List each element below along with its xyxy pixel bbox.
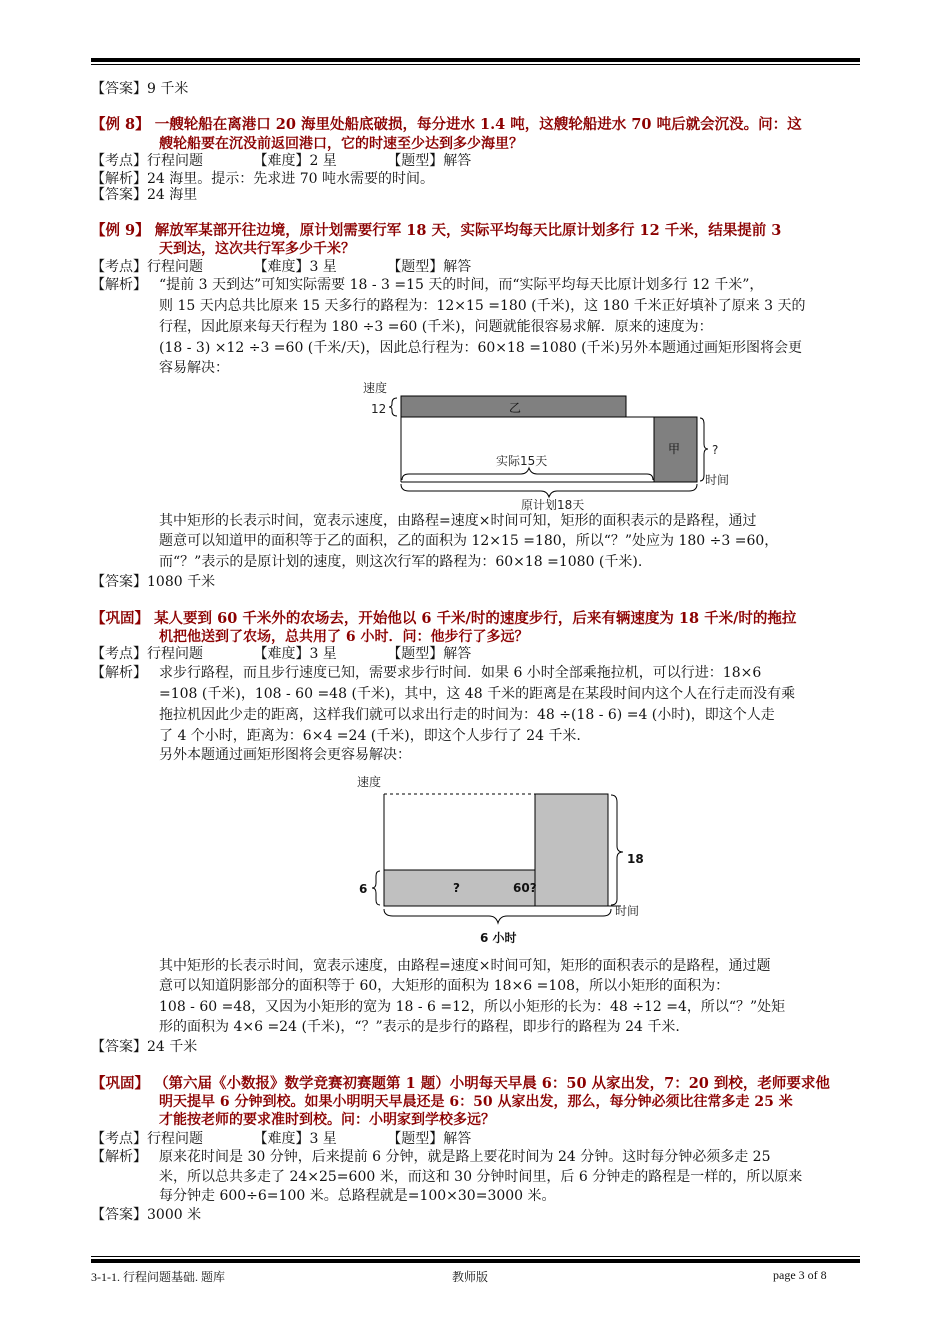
gg2-answer: 【答案】3000 米 (91, 1207, 202, 1223)
ex9-rectangle-diagram (361, 378, 730, 518)
footer-page-number: page 3 of 8 (773, 1268, 827, 1282)
diagram1-brace-actual (402, 468, 653, 480)
gg1-analysis-line: 另外本题通过画矩形图将会更容易解决： (159, 747, 411, 763)
gg1-after-line: 其中矩形的长表示时间，宽表示速度，由路程=速度×时间可知，矩形的面积表示的是路程，通过题 (159, 958, 771, 974)
diagram2-q1: ? (453, 881, 460, 895)
gg1-analysis-line: =108 (千米)，108 - 60 =48 (千米)，其中，这 48 千米的距离是在某段时间内这个人在行走而没有乘 (159, 686, 796, 702)
diagram1-actual-label: 实际15天 (496, 454, 548, 468)
gg1-analysis-line: 拖拉机因此少走的距离，这样我们就可以求出行走的时间为：48 ÷(18 - 6) =4 (小时)，即这个人走 (159, 707, 775, 723)
ex8-tag: 【例 8】 (91, 116, 150, 133)
ex9-answer: 【答案】1080 千米 (91, 574, 216, 590)
gg2-tag: 【巩固】 (91, 1075, 149, 1092)
ex9-question-l2: 天到达，这次共行军多少千米？ (159, 241, 355, 257)
diagram2-brace-18 (611, 795, 623, 905)
ex9-analysis-line: 则 15 天内总共比原来 15 天多行的路程为：12×15 =180 (千米)，这 180 千米正好填补了原来 3 天的 (159, 298, 806, 314)
gg1-rectangle-diagram (353, 770, 683, 955)
diagram1-label-yi: 乙 (509, 401, 522, 415)
ex9-question (91, 222, 781, 240)
diagram2-q2: 60? (513, 881, 537, 895)
gg1-question-l2: 机把他送到了农场，总共用了 6 小时．问：他步行了多远？ (159, 629, 529, 645)
ex9-analysis-line: “提前 3 天到达”可知实际需要 18 - 3 =15 天的时间，而“实际平均每天比原计划多行 12 千米”， (159, 277, 764, 293)
footer-center: 教师版 (452, 1270, 489, 1284)
diagram2-brace-hours (384, 909, 611, 923)
gg1-tag: 【巩固】 (91, 610, 149, 627)
gg1-meta: 【考点】行程问题 【难度】3 星 【题型】解答 (91, 646, 472, 662)
diagram1-time-label: 时间 (705, 473, 730, 487)
ex8-question-l2: 艘轮船要在沉没前返回港口，它的时速至少达到多少海里？ (159, 136, 523, 152)
footer-rule (91, 1259, 860, 1263)
header-rule (91, 58, 860, 62)
gg2-question (91, 1075, 830, 1093)
ex9-analysis-line: 行程，因此原来每天行程为 180 ÷3 =60 (千米)，问题就能很容易求解．原来的速度为： (159, 319, 713, 335)
diagram1-question: ? (712, 443, 719, 457)
ex8-meta: 【考点】行程问题 【难度】2 星 【题型】解答 (91, 153, 472, 169)
ex9-after-line: 题意可以知道甲的面积等于乙的面积，乙的面积为 12×15 =180，所以“？”处应为 180 ÷3 =60， (159, 533, 779, 549)
diagram1-label-jia: 甲 (668, 442, 681, 456)
ex9-analysis-line: 容易解决： (159, 360, 229, 376)
gg1-after-line: 108 - 60 =48，又因为小矩形的宽为 18 - 6 =12，所以小矩形的长为：48 ÷12 =4，所以“？”处矩 (159, 999, 786, 1015)
diagram2-speed-label: 速度 (357, 775, 382, 789)
ex9-tag: 【例 9】 (91, 222, 150, 239)
diagram1-planned-label: 原计划18天 (521, 498, 585, 512)
gg2-question-l3: 才能按老师的要求准时到校。问：小明家到学校多远？ (159, 1112, 495, 1128)
ex9-question-l1: 解放军某部开往边境，原计划需要行军 18 天，实际平均每天比原计划多行 12 千米，结果提前 3 (154, 222, 782, 239)
ex9-after-line: 其中矩形的长表示时间，宽表示速度，由路程=速度×时间可知，矩形的面积表示的是路程，通过 (159, 513, 757, 529)
header-rule-thin (91, 64, 860, 65)
diagram1-brace-planned (401, 484, 697, 497)
diagram2-time-label: 时间 (615, 904, 640, 918)
top-answer: 【答案】9 千米 (91, 81, 189, 97)
gg1-question-l1: 某人要到 60 千米外的农场去，开始他以 6 千米/时的速度步行，后来有辆速度为 18 千米/时的拖拉 (154, 610, 797, 627)
diagram1-speed-label: 速度 (363, 381, 388, 395)
gg2-analysis-line: 每分钟走 600÷6=100 米。总路程就是=100×30=3000 米。 (159, 1188, 556, 1204)
diagram1-brace-right (700, 418, 708, 481)
diagram2-value-18: 18 (627, 852, 644, 866)
gg1-analysis-label: 【解析】 (91, 665, 147, 681)
gg2-analysis-line: 米，所以总共多走了 24×25=600 米，而这和 30 分钟时间里，后 6 分钟走的路程是一样的，所以原来 (159, 1169, 803, 1185)
gg1-question (91, 610, 796, 628)
footer-left: 3-1-1. 行程问题基础. 题库 (91, 1270, 225, 1284)
ex8-answer: 【答案】24 海里 (91, 187, 198, 203)
gg2-analysis-label: 【解析】 (91, 1149, 147, 1165)
diagram1-brace-left (389, 398, 397, 416)
ex9-analysis-line: (18 - 3) ×12 ÷3 =60 (千米/天)，因此总行程为：60×18 =1080 (千米)另外本题通过画矩形图将会更 (159, 340, 802, 356)
ex8-question (91, 116, 802, 134)
diagram2-value-6: 6 (359, 882, 368, 896)
gg2-question-l1: （第六届《小数报》数学竞赛初赛题第 1 题）小明每天早晨 6：50 从家出发，7：20 到校，老师要求他 (154, 1075, 830, 1092)
ex8-question-l1: 一艘轮船在离港口 20 海里处船底破损，每分进水 1.4 吨，这艘轮船进水 70 吨后就会沉没。问：这 (154, 116, 802, 133)
gg1-analysis-line: 了 4 个小时，距离为：6×4 =24 (千米)，即这个人步行了 24 千米. (159, 728, 581, 744)
gg1-after-line: 形的面积为 4×6 =24 (千米)，“？”表示的是步行的路程，即步行的路程为 24 千米. (159, 1019, 680, 1035)
gg1-after-line: 意可以知道阴影部分的面积等于 60，大矩形的面积为 18×6 =108，所以小矩形的面积为： (159, 978, 730, 994)
ex8-analysis: 【解析】24 海里。提示：先求进 70 吨水需要的时间。 (91, 171, 434, 187)
gg2-analysis-line: 原来花时间是 30 分钟，后来提前 6 分钟，就是路上要花时间为 24 分钟。这时每分钟必须多走 25 (159, 1149, 771, 1165)
diagram2-brace-6 (372, 871, 380, 905)
ex9-analysis-label: 【解析】 (91, 277, 147, 293)
diagram2-hours-label: 6 小时 (480, 931, 517, 945)
ex9-after-line: 而“？”表示的是原计划的速度，则这次行军的路程为：60×18 =1080 (千米). (159, 554, 643, 570)
gg2-question-l2: 明天提早 6 分钟到校。如果小明明天早晨还是 6：50 从家出发，那么，每分钟必须比往常多走 25 米 (159, 1094, 793, 1110)
diagram1-value-12: 12 (371, 402, 387, 416)
gg2-meta: 【考点】行程问题 【难度】3 星 【题型】解答 (91, 1131, 472, 1147)
ex9-meta: 【考点】行程问题 【难度】3 星 【题型】解答 (91, 259, 472, 275)
diagram2-rect-tall (535, 794, 608, 906)
gg1-analysis-line: 求步行路程，而且步行速度已知，需要求步行时间．如果 6 小时全部乘拖拉机，可以行进：18×6 (159, 665, 762, 681)
gg1-answer: 【答案】24 千米 (91, 1039, 198, 1055)
footer-rule-thin (91, 1256, 860, 1257)
